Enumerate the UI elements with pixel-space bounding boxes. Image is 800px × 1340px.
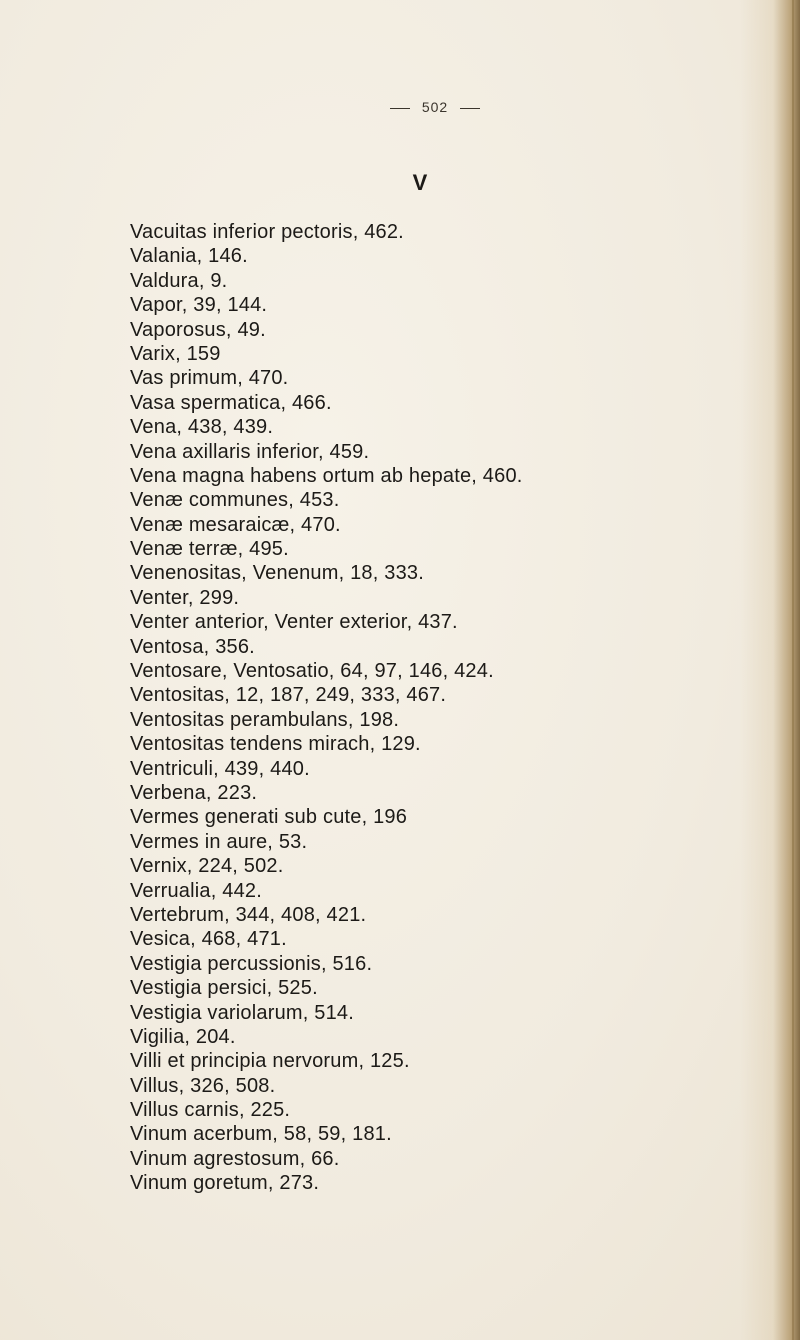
index-entry: Varix, 159 [130, 342, 221, 365]
index-entry: Villi et principia nervorum, 125. [130, 1050, 410, 1073]
index-entry: Vinum acerbum, 58, 59, 181. [130, 1123, 392, 1146]
index-entry: Venæ mesaraicæ, 470. [130, 513, 341, 536]
index-entry: Vena, 438, 439. [130, 416, 274, 439]
index-entry: Ventosare, Ventosatio, 64, 97, 146, 424. [130, 660, 494, 683]
index-entry: Vernix, 224, 502. [130, 855, 284, 878]
index-entry: Vigilia, 204. [130, 1025, 236, 1048]
index-entry: Villus, 326, 508. [130, 1074, 276, 1097]
index-entry: Vestigia persici, 525. [130, 977, 318, 1000]
index-entry: Vinum goretum, 273. [130, 1172, 320, 1195]
index-entry: Vermes in aure, 53. [130, 830, 308, 853]
index-entry: Ventosa, 356. [130, 635, 255, 658]
index-entry: Villus carnis, 225. [130, 1099, 291, 1122]
index-entry: Venæ communes, 453. [130, 489, 340, 512]
index-entry: Vesica, 468, 471. [130, 928, 287, 951]
index-entry: Verrualia, 442. [130, 879, 262, 902]
index-entry: Vasa spermatica, 466. [130, 391, 332, 414]
index-entry: Ventositas perambulans, 198. [130, 708, 400, 731]
index-entry-list [130, 220, 523, 1196]
page-number-right-dash [460, 108, 480, 109]
index-entry: Vena magna habens ortum ab hepate, 460. [130, 464, 523, 487]
index-entry: Ventositas tendens mirach, 129. [130, 733, 421, 756]
index-entry: Vaporosus, 49. [130, 318, 266, 341]
index-entry: Vermes generati sub cute, 196 [130, 806, 408, 829]
index-entry: Vestigia percussionis, 516. [130, 952, 373, 975]
section-letter-heading: V [412, 170, 428, 195]
index-entry: Vestigia variolarum, 514. [130, 1001, 355, 1024]
index-entry: Ventriculi, 439, 440. [130, 757, 310, 780]
index-entry: Vas primum, 470. [130, 367, 289, 390]
page-number-value: 502 [421, 99, 449, 115]
index-entry: Venter, 299. [130, 586, 240, 609]
page-number [0, 99, 800, 115]
index-entry: Ventositas, 12, 187, 249, 333, 467. [130, 684, 447, 707]
page-edge-line [792, 0, 794, 1340]
index-entry: Venæ terræ, 495. [130, 538, 289, 561]
index-entry: Vinum agrestosum, 66. [130, 1147, 340, 1170]
index-entry: Valdura, 9. [130, 269, 228, 292]
index-entry: Vacuitas inferior pectoris, 462. [130, 221, 404, 243]
index-entry: Vena axillaris inferior, 459. [130, 440, 370, 463]
page-number-left-dash [390, 108, 410, 109]
index-entry: Vertebrum, 344, 408, 421. [130, 903, 367, 926]
index-entry: Venenositas, Venenum, 18, 333. [130, 562, 424, 585]
index-entry: Valania, 146. [130, 245, 248, 268]
page-edge-shadow [740, 0, 800, 1340]
index-entry: Venter anterior, Venter exterior, 437. [130, 611, 458, 634]
index-entry: Vapor, 39, 144. [130, 294, 268, 317]
index-entry: Verbena, 223. [130, 781, 258, 804]
